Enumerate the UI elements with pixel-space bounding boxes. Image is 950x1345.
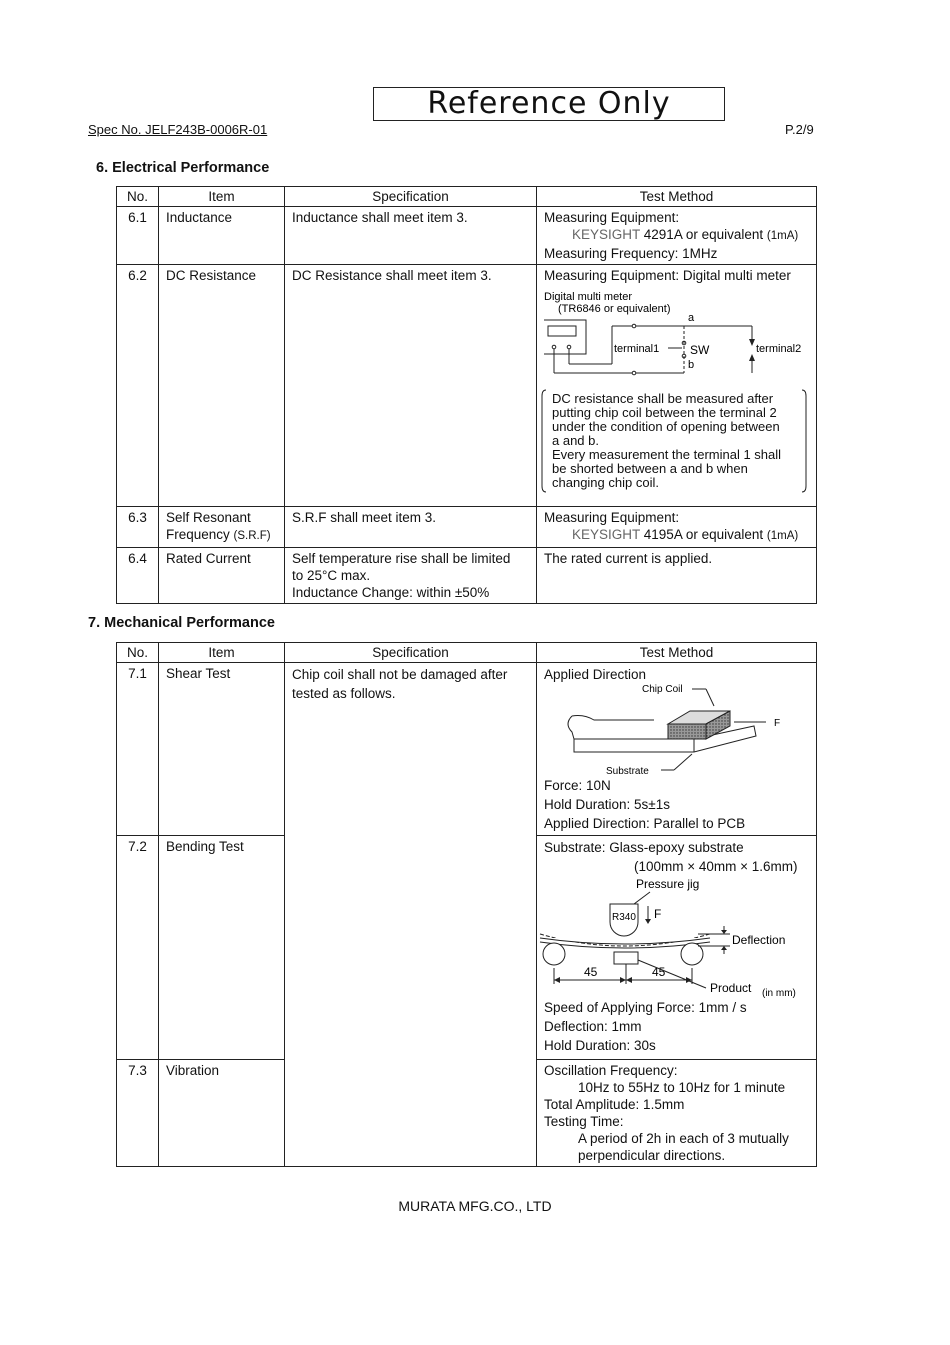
equipment-model: 4195A or equivalent [640,527,767,542]
note-line: under the condition of opening between [552,419,780,434]
table-row [117,207,817,265]
row-method [537,507,817,548]
row-no: 7.2 [117,836,159,1060]
spec-line: Inductance Change: within ±50% [292,585,490,600]
row-method: The rated current is applied. [537,548,817,604]
note-line: putting chip coil between the terminal 2 [552,405,777,420]
method-line: 10Hz to 55Hz to 10Hz for 1 minute [578,1080,786,1095]
method-line: Applied Direction: Parallel to PCB [544,816,746,831]
pressure-jig-label: Pressure jig [636,877,700,891]
row-method [537,663,817,836]
product-label: Product [710,981,752,995]
label-sw: SW [690,343,710,357]
col-method: Test Method [537,643,817,663]
reference-only-stamp: Reference Only [373,87,725,121]
method-line: Oscillation Frequency: [544,1063,678,1078]
col-spec: Specification [285,643,537,663]
span-left-label: 45 [584,965,598,979]
label-terminal2: terminal2 [756,343,802,355]
method-line: Deflection: 1mm [544,1019,642,1034]
table-row [117,663,817,836]
spec-number: Spec No. JELF243B-0006R-01 [88,122,268,137]
table-row [117,548,817,604]
method-line: Total Amplitude: 1.5mm [544,1097,685,1112]
method-line: A period of 2h in each of 3 mutually [578,1131,789,1146]
dc-resistance-note [544,388,807,494]
method-line: Testing Time: [544,1114,624,1129]
row-spec: DC Resistance shall meet item 3. [285,265,537,507]
electrical-performance-table [116,186,817,604]
table-header-row [117,643,817,663]
spec-line: tested as follows. [292,686,396,701]
spec-line: Chip coil shall not be damaged after [292,667,508,682]
current-unit: (1mA) [766,530,799,542]
spec-line: Self temperature rise shall be limited [292,551,511,566]
note-line: Every measurement the terminal 1 shall [552,447,782,462]
table-row [117,265,817,507]
deflection-label: Deflection [732,933,786,947]
method-line: Hold Duration: 5s±1s [544,797,670,812]
row-method [537,207,817,265]
col-no: No. [117,643,159,663]
note-line: changing chip coil. [552,475,659,490]
row-spec: Inductance shall meet item 3. [285,207,537,265]
support-left [543,943,565,965]
row-method [537,836,817,1060]
chip-coil-label: Chip Coil [642,684,683,695]
row-spec-shared [285,663,537,1167]
dmm-sub-label: (TR6846 or equivalent) [558,303,671,315]
label-terminal1: terminal1 [614,343,660,355]
method-line: Speed of Applying Force: 1mm / s [544,1000,747,1015]
note-line: be shorted between a and b when [552,461,748,476]
method-line: Measuring Equipment: Digital multi meter [544,268,791,283]
method-line: Measuring Equipment: [544,510,680,525]
spec-line: to 25°C max. [292,568,371,583]
method-line: Force: 10N [544,778,611,793]
mechanical-performance-table [116,642,817,1167]
span-right-label: 45 [652,965,666,979]
row-no: 6.3 [117,507,159,548]
unit-label: (in mm) [762,988,796,998]
method-line: Measuring Frequency: 1MHz [544,246,718,261]
current-unit: (1mA) [766,230,799,242]
label-b: b [688,359,695,371]
multimeter-display [548,326,576,336]
footer-company: MURATA MFG.CO., LTD [398,1198,552,1214]
bending-test-diagram [538,876,804,998]
row-no: 7.3 [117,1060,159,1167]
method-line: Applied Direction [544,667,647,682]
row-item: Bending Test [159,836,285,1060]
item-abbrev: (S.R.F) [233,530,271,542]
row-item [159,507,285,548]
row-item: Inductance [159,207,285,265]
label-a: a [688,312,695,324]
force-label: F [654,907,662,921]
row-method [537,1060,817,1167]
col-item: Item [159,187,285,207]
table-header-row [117,187,817,207]
row-item: Shear Test [159,663,285,836]
product-shape [614,952,638,964]
table-row [117,507,817,548]
col-method: Test Method [537,187,817,207]
brand-name: KEYSIGHT [572,227,641,242]
method-line: (100mm × 40mm × 1.6mm) [634,859,798,874]
row-item: Vibration [159,1060,285,1167]
dmm-label: Digital multi meter [544,291,633,303]
method-line: perpendicular directions. [578,1148,726,1163]
method-line: Substrate: Glass-epoxy substrate [544,840,744,855]
row-no: 6.4 [117,548,159,604]
multimeter-icon [544,320,586,354]
note-line: a and b. [552,433,599,448]
note-brackets [540,388,812,494]
brand-name: KEYSIGHT [572,527,641,542]
row-method [537,265,817,507]
col-no: No. [117,187,159,207]
section-7-title: 7. Mechanical Performance [88,615,275,631]
force-label: F [774,718,781,729]
dc-resistance-circuit-diagram [544,286,816,378]
row-item: DC Resistance [159,265,285,507]
col-item: Item [159,643,285,663]
row-spec: S.R.F shall meet item 3. [285,507,537,548]
col-spec: Specification [285,187,537,207]
equipment-model: 4291A or equivalent [640,227,767,242]
note-line: DC resistance shall be measured after [552,391,774,406]
item-line: Frequency [166,527,234,542]
row-spec [285,548,537,604]
substrate-label: Substrate [606,766,649,776]
row-item: Rated Current [159,548,285,604]
row-no: 6.1 [117,207,159,265]
row-no: 7.1 [117,663,159,836]
item-line: Self Resonant [166,510,251,525]
method-line: Hold Duration: 30s [544,1038,656,1053]
section-6-title: 6. Electrical Performance [96,160,270,176]
shear-test-diagram [544,684,804,776]
chip-coil-shape [668,724,706,739]
page-number: P.2/9 [785,122,814,137]
method-line: Measuring Equipment: [544,210,680,225]
jig-radius-label: R340 [612,912,636,923]
row-no: 6.2 [117,265,159,507]
